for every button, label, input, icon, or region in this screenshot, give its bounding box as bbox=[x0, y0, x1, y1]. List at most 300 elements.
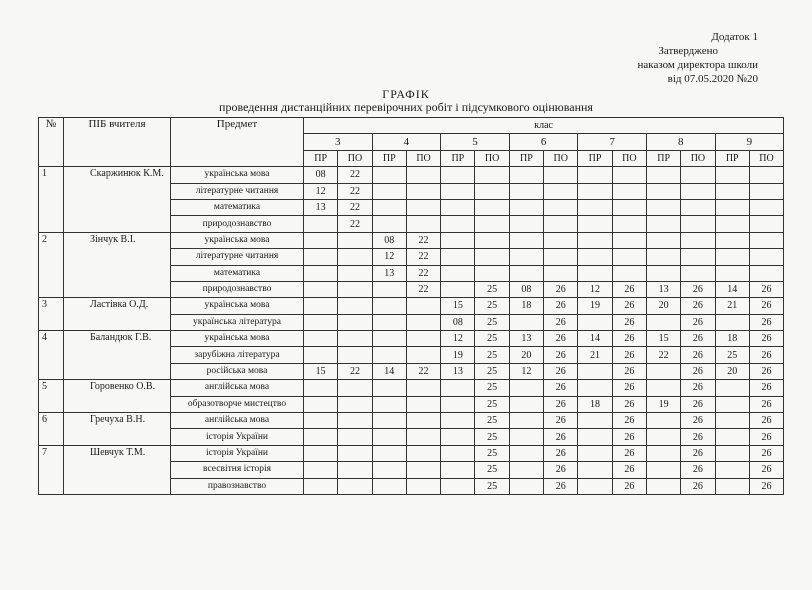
value-cell: 26 bbox=[749, 380, 783, 396]
value-cell: 26 bbox=[544, 429, 578, 445]
teacher-number: 1 bbox=[39, 167, 64, 233]
value-cell bbox=[441, 232, 475, 248]
value-cell: 26 bbox=[544, 380, 578, 396]
value-cell bbox=[475, 183, 509, 199]
value-cell: 26 bbox=[681, 380, 715, 396]
value-cell bbox=[441, 183, 475, 199]
value-cell bbox=[338, 265, 372, 281]
value-cell: 25 bbox=[475, 396, 509, 412]
value-cell bbox=[509, 216, 543, 232]
value-cell bbox=[304, 445, 338, 461]
value-cell bbox=[681, 183, 715, 199]
value-cell: 26 bbox=[544, 298, 578, 314]
value-cell: 25 bbox=[475, 281, 509, 297]
teacher-name: Скаржинюк К.М. bbox=[64, 167, 171, 233]
value-cell bbox=[475, 167, 509, 183]
value-cell: 08 bbox=[304, 167, 338, 183]
value-cell: 20 bbox=[509, 347, 543, 363]
value-cell: 22 bbox=[406, 363, 440, 379]
table-row bbox=[39, 380, 784, 396]
value-cell bbox=[715, 429, 749, 445]
value-cell bbox=[612, 183, 646, 199]
value-cell bbox=[646, 216, 680, 232]
value-cell: 26 bbox=[681, 347, 715, 363]
value-cell bbox=[646, 445, 680, 461]
value-cell bbox=[441, 445, 475, 461]
value-cell bbox=[441, 396, 475, 412]
value-cell bbox=[578, 478, 612, 494]
value-cell bbox=[372, 167, 406, 183]
value-cell bbox=[372, 347, 406, 363]
value-cell bbox=[406, 216, 440, 232]
value-cell bbox=[406, 478, 440, 494]
value-cell bbox=[304, 429, 338, 445]
value-cell: 26 bbox=[749, 478, 783, 494]
value-cell bbox=[681, 232, 715, 248]
value-cell bbox=[544, 232, 578, 248]
value-cell bbox=[338, 249, 372, 265]
value-cell: 15 bbox=[304, 363, 338, 379]
sub-header-pr: ПР bbox=[372, 150, 406, 166]
value-cell bbox=[509, 396, 543, 412]
value-cell bbox=[509, 445, 543, 461]
value-cell bbox=[681, 199, 715, 215]
value-cell bbox=[544, 167, 578, 183]
teacher-number: 3 bbox=[39, 298, 64, 331]
value-cell bbox=[715, 314, 749, 330]
value-cell bbox=[749, 199, 783, 215]
value-cell: 25 bbox=[475, 298, 509, 314]
subject-cell: правознавство bbox=[171, 478, 304, 494]
sub-header-po: ПО bbox=[612, 150, 646, 166]
subject-cell: зарубіжна література bbox=[171, 347, 304, 363]
value-cell: 13 bbox=[441, 363, 475, 379]
value-cell bbox=[544, 199, 578, 215]
value-cell: 26 bbox=[612, 331, 646, 347]
value-cell: 25 bbox=[475, 380, 509, 396]
approval-block bbox=[638, 30, 758, 86]
value-cell bbox=[681, 167, 715, 183]
teacher-name: Гречуха В.Н. bbox=[64, 413, 171, 446]
header-subject: Предмет bbox=[171, 118, 304, 167]
value-cell: 26 bbox=[612, 396, 646, 412]
value-cell: 26 bbox=[749, 413, 783, 429]
value-cell bbox=[509, 199, 543, 215]
value-cell bbox=[578, 265, 612, 281]
value-cell bbox=[406, 298, 440, 314]
teacher-number: 7 bbox=[39, 445, 64, 494]
value-cell bbox=[304, 232, 338, 248]
value-cell bbox=[578, 167, 612, 183]
value-cell bbox=[338, 281, 372, 297]
subject-cell: образотворче мистецтво bbox=[171, 396, 304, 412]
value-cell bbox=[646, 183, 680, 199]
value-cell bbox=[715, 413, 749, 429]
table-row bbox=[39, 331, 784, 347]
value-cell: 26 bbox=[681, 429, 715, 445]
value-cell bbox=[338, 429, 372, 445]
value-cell: 26 bbox=[681, 445, 715, 461]
value-cell: 22 bbox=[338, 216, 372, 232]
value-cell: 22 bbox=[338, 183, 372, 199]
value-cell: 26 bbox=[544, 462, 578, 478]
sub-header-po: ПО bbox=[338, 150, 372, 166]
subject-cell: всесвітня історія bbox=[171, 462, 304, 478]
value-cell bbox=[646, 232, 680, 248]
value-cell bbox=[406, 347, 440, 363]
header-teacher: ПІБ вчителя bbox=[64, 118, 171, 167]
value-cell: 25 bbox=[475, 331, 509, 347]
value-cell: 26 bbox=[681, 314, 715, 330]
subject-cell: англійська мова bbox=[171, 413, 304, 429]
value-cell bbox=[646, 429, 680, 445]
value-cell: 22 bbox=[338, 363, 372, 379]
value-cell: 26 bbox=[749, 462, 783, 478]
value-cell: 26 bbox=[749, 281, 783, 297]
table-row bbox=[39, 232, 784, 248]
value-cell: 19 bbox=[578, 298, 612, 314]
value-cell bbox=[475, 232, 509, 248]
value-cell bbox=[304, 298, 338, 314]
value-cell bbox=[372, 429, 406, 445]
subject-cell: історія України bbox=[171, 445, 304, 461]
value-cell bbox=[406, 445, 440, 461]
value-cell bbox=[578, 199, 612, 215]
value-cell bbox=[578, 445, 612, 461]
value-cell bbox=[749, 232, 783, 248]
approval-annex: Додаток 1 bbox=[711, 31, 758, 43]
value-cell bbox=[715, 445, 749, 461]
value-cell: 18 bbox=[578, 396, 612, 412]
value-cell bbox=[406, 331, 440, 347]
value-cell bbox=[578, 413, 612, 429]
subject-cell: математика bbox=[171, 199, 304, 215]
value-cell bbox=[749, 183, 783, 199]
value-cell bbox=[304, 265, 338, 281]
value-cell bbox=[338, 478, 372, 494]
value-cell: 22 bbox=[406, 265, 440, 281]
class-header-3: 3 bbox=[304, 134, 373, 150]
value-cell bbox=[475, 265, 509, 281]
value-cell: 26 bbox=[612, 380, 646, 396]
value-cell bbox=[406, 413, 440, 429]
value-cell bbox=[372, 462, 406, 478]
value-cell: 22 bbox=[338, 167, 372, 183]
value-cell bbox=[509, 232, 543, 248]
value-cell bbox=[612, 232, 646, 248]
value-cell bbox=[681, 216, 715, 232]
subject-cell: природознавство bbox=[171, 216, 304, 232]
subject-cell: українська мова bbox=[171, 167, 304, 183]
value-cell bbox=[715, 199, 749, 215]
value-cell bbox=[406, 396, 440, 412]
value-cell bbox=[372, 298, 406, 314]
value-cell: 18 bbox=[715, 331, 749, 347]
sub-header-po: ПО bbox=[544, 150, 578, 166]
subject-cell: природознавство bbox=[171, 281, 304, 297]
value-cell bbox=[441, 199, 475, 215]
value-cell: 25 bbox=[475, 445, 509, 461]
value-cell bbox=[372, 183, 406, 199]
sub-header-po: ПО bbox=[749, 150, 783, 166]
value-cell: 26 bbox=[749, 445, 783, 461]
value-cell: 20 bbox=[715, 363, 749, 379]
value-cell bbox=[612, 167, 646, 183]
subject-cell: українська мова bbox=[171, 331, 304, 347]
value-cell: 26 bbox=[612, 281, 646, 297]
value-cell bbox=[441, 216, 475, 232]
value-cell bbox=[304, 396, 338, 412]
value-cell: 13 bbox=[304, 199, 338, 215]
value-cell: 18 bbox=[509, 298, 543, 314]
value-cell: 26 bbox=[544, 314, 578, 330]
value-cell: 25 bbox=[475, 478, 509, 494]
value-cell bbox=[441, 429, 475, 445]
value-cell bbox=[441, 413, 475, 429]
value-cell bbox=[646, 249, 680, 265]
value-cell: 26 bbox=[612, 478, 646, 494]
value-cell: 26 bbox=[612, 445, 646, 461]
value-cell bbox=[612, 216, 646, 232]
value-cell bbox=[612, 249, 646, 265]
value-cell: 26 bbox=[612, 347, 646, 363]
value-cell bbox=[304, 216, 338, 232]
class-header-7: 7 bbox=[578, 134, 647, 150]
value-cell bbox=[406, 167, 440, 183]
value-cell bbox=[544, 265, 578, 281]
subject-cell: літературне читання bbox=[171, 249, 304, 265]
value-cell: 15 bbox=[646, 331, 680, 347]
value-cell bbox=[646, 478, 680, 494]
value-cell: 19 bbox=[441, 347, 475, 363]
title-subheading: проведення дистанційних перевірочних робіт і підсумкового оцінювання bbox=[219, 100, 593, 114]
value-cell: 12 bbox=[372, 249, 406, 265]
teacher-name: Шевчук Т.М. bbox=[64, 445, 171, 494]
value-cell bbox=[509, 478, 543, 494]
value-cell: 26 bbox=[681, 413, 715, 429]
sub-header-pr: ПР bbox=[578, 150, 612, 166]
sub-header-pr: ПР bbox=[509, 150, 543, 166]
value-cell: 21 bbox=[578, 347, 612, 363]
teacher-number: 4 bbox=[39, 331, 64, 380]
value-cell bbox=[544, 216, 578, 232]
value-cell bbox=[749, 216, 783, 232]
value-cell: 22 bbox=[338, 199, 372, 215]
value-cell bbox=[715, 232, 749, 248]
value-cell bbox=[372, 380, 406, 396]
sub-header-po: ПО bbox=[475, 150, 509, 166]
value-cell bbox=[578, 232, 612, 248]
value-cell: 22 bbox=[406, 232, 440, 248]
teacher-name: Горовенко О.В. bbox=[64, 380, 171, 413]
subject-cell: українська література bbox=[171, 314, 304, 330]
value-cell bbox=[338, 347, 372, 363]
value-cell: 12 bbox=[441, 331, 475, 347]
value-cell bbox=[372, 478, 406, 494]
value-cell: 26 bbox=[681, 331, 715, 347]
value-cell bbox=[406, 314, 440, 330]
value-cell bbox=[441, 380, 475, 396]
value-cell bbox=[372, 396, 406, 412]
value-cell: 26 bbox=[612, 298, 646, 314]
value-cell bbox=[715, 478, 749, 494]
value-cell: 25 bbox=[475, 413, 509, 429]
value-cell bbox=[475, 216, 509, 232]
value-cell bbox=[578, 314, 612, 330]
value-cell bbox=[338, 462, 372, 478]
value-cell: 26 bbox=[681, 363, 715, 379]
value-cell bbox=[509, 265, 543, 281]
value-cell: 26 bbox=[612, 314, 646, 330]
value-cell: 22 bbox=[406, 249, 440, 265]
value-cell: 25 bbox=[475, 314, 509, 330]
subject-cell: російська мова bbox=[171, 363, 304, 379]
value-cell bbox=[612, 199, 646, 215]
teacher-number: 2 bbox=[39, 232, 64, 298]
value-cell: 13 bbox=[372, 265, 406, 281]
value-cell bbox=[372, 216, 406, 232]
value-cell bbox=[304, 249, 338, 265]
value-cell bbox=[681, 265, 715, 281]
approval-approved: Затверджено bbox=[658, 45, 718, 57]
value-cell bbox=[441, 462, 475, 478]
teacher-name: Баландюк Г.В. bbox=[64, 331, 171, 380]
subject-cell: літературне читання bbox=[171, 183, 304, 199]
value-cell: 12 bbox=[304, 183, 338, 199]
subject-cell: історія України bbox=[171, 429, 304, 445]
value-cell bbox=[578, 249, 612, 265]
class-header-6: 6 bbox=[509, 134, 578, 150]
value-cell: 26 bbox=[681, 396, 715, 412]
subject-cell: українська мова bbox=[171, 232, 304, 248]
sub-header-pr: ПР bbox=[304, 150, 338, 166]
class-header-8: 8 bbox=[646, 134, 715, 150]
value-cell bbox=[749, 249, 783, 265]
value-cell: 26 bbox=[681, 478, 715, 494]
value-cell bbox=[715, 396, 749, 412]
sub-header-po: ПО bbox=[406, 150, 440, 166]
value-cell bbox=[406, 380, 440, 396]
header-class: клас bbox=[304, 118, 784, 134]
value-cell: 26 bbox=[612, 462, 646, 478]
value-cell: 26 bbox=[749, 298, 783, 314]
value-cell bbox=[372, 331, 406, 347]
value-cell bbox=[441, 478, 475, 494]
value-cell bbox=[304, 462, 338, 478]
value-cell bbox=[441, 249, 475, 265]
subject-cell: математика bbox=[171, 265, 304, 281]
value-cell bbox=[304, 413, 338, 429]
value-cell bbox=[715, 462, 749, 478]
class-header-4: 4 bbox=[372, 134, 441, 150]
approval-order: наказом директора школи bbox=[637, 59, 758, 71]
value-cell bbox=[578, 462, 612, 478]
value-cell bbox=[304, 331, 338, 347]
value-cell bbox=[681, 249, 715, 265]
value-cell bbox=[509, 429, 543, 445]
value-cell bbox=[715, 216, 749, 232]
sub-header-pr: ПР bbox=[646, 150, 680, 166]
value-cell bbox=[338, 396, 372, 412]
value-cell: 15 bbox=[441, 298, 475, 314]
value-cell: 14 bbox=[715, 281, 749, 297]
value-cell: 26 bbox=[612, 413, 646, 429]
value-cell: 26 bbox=[544, 281, 578, 297]
sub-header-po: ПО bbox=[681, 150, 715, 166]
value-cell bbox=[304, 314, 338, 330]
value-cell bbox=[578, 363, 612, 379]
table-row bbox=[39, 413, 784, 429]
value-cell: 14 bbox=[578, 331, 612, 347]
value-cell bbox=[441, 167, 475, 183]
value-cell: 26 bbox=[612, 429, 646, 445]
value-cell bbox=[544, 249, 578, 265]
value-cell: 26 bbox=[681, 281, 715, 297]
value-cell bbox=[509, 167, 543, 183]
value-cell bbox=[578, 216, 612, 232]
value-cell bbox=[372, 314, 406, 330]
value-cell bbox=[372, 281, 406, 297]
value-cell bbox=[646, 314, 680, 330]
value-cell bbox=[372, 445, 406, 461]
value-cell bbox=[338, 331, 372, 347]
value-cell bbox=[715, 249, 749, 265]
table-row bbox=[39, 167, 784, 183]
value-cell bbox=[509, 183, 543, 199]
teacher-number: 5 bbox=[39, 380, 64, 413]
value-cell bbox=[646, 167, 680, 183]
value-cell: 25 bbox=[715, 347, 749, 363]
value-cell bbox=[338, 445, 372, 461]
table-row bbox=[39, 445, 784, 461]
value-cell: 26 bbox=[749, 429, 783, 445]
sub-header-pr: ПР bbox=[715, 150, 749, 166]
value-cell: 26 bbox=[544, 478, 578, 494]
value-cell: 25 bbox=[475, 363, 509, 379]
value-cell bbox=[646, 380, 680, 396]
value-cell bbox=[338, 232, 372, 248]
value-cell bbox=[441, 281, 475, 297]
document-title bbox=[0, 88, 812, 114]
value-cell: 26 bbox=[749, 347, 783, 363]
value-cell: 25 bbox=[475, 347, 509, 363]
value-cell: 20 bbox=[646, 298, 680, 314]
value-cell bbox=[578, 183, 612, 199]
class-header-9: 9 bbox=[715, 134, 784, 150]
value-cell: 26 bbox=[612, 363, 646, 379]
value-cell bbox=[475, 249, 509, 265]
value-cell: 19 bbox=[646, 396, 680, 412]
value-cell: 25 bbox=[475, 429, 509, 445]
value-cell: 26 bbox=[544, 347, 578, 363]
teacher-number: 6 bbox=[39, 413, 64, 446]
title-heading: ГРАФІК bbox=[382, 87, 430, 101]
value-cell bbox=[749, 167, 783, 183]
value-cell bbox=[509, 462, 543, 478]
value-cell bbox=[578, 380, 612, 396]
value-cell bbox=[578, 429, 612, 445]
value-cell: 26 bbox=[544, 396, 578, 412]
value-cell: 14 bbox=[372, 363, 406, 379]
value-cell: 26 bbox=[544, 331, 578, 347]
value-cell: 26 bbox=[544, 363, 578, 379]
value-cell bbox=[509, 249, 543, 265]
value-cell bbox=[304, 347, 338, 363]
value-cell: 26 bbox=[749, 363, 783, 379]
value-cell: 26 bbox=[681, 462, 715, 478]
value-cell: 22 bbox=[406, 281, 440, 297]
approval-date: від 07.05.2020 №20 bbox=[667, 73, 758, 85]
